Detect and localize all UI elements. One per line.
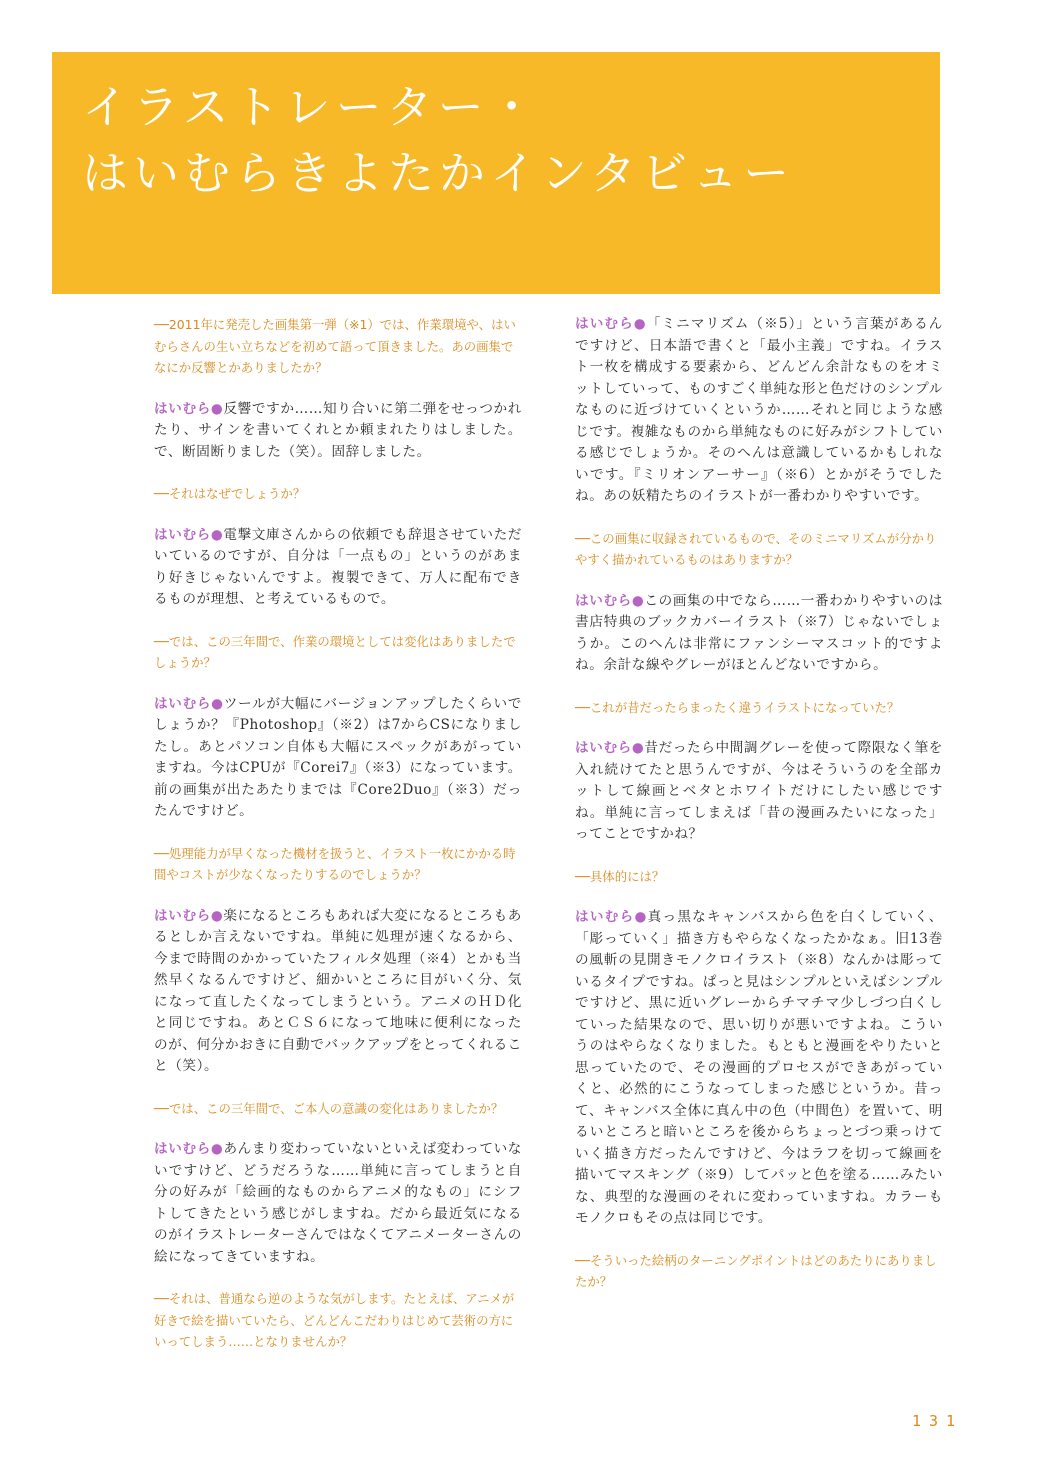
interview-question: ──具体的には？ (575, 868, 665, 884)
speaker-label: はいむら● (154, 400, 224, 417)
interview-question: ──2011年に発売した画集第一弾（※1）では、作業環境や、はいむらさんの生い立ちなどを初めて語って頂きました。あの画集でなにか反響とかありましたか？ (154, 317, 516, 375)
interview-answer (575, 591, 943, 677)
interview-answer (575, 907, 943, 1230)
right-column (575, 314, 943, 1313)
interview-question: ──それはなぜでしょうか？ (154, 486, 306, 501)
speaker-label: はいむら● (575, 909, 648, 925)
interview-question: ──それは、普通なら逆のような気がします。たとえば、アニメが好きで絵を描いていたら、どんどんこだわりはじめて芸術の方にいってしまう……となりませんか？ (154, 1291, 515, 1349)
interview-question: ──そういった絵柄のターニングポイントはどのあたりにありましたか？ (575, 1252, 937, 1289)
answer-text: 「ミニマリズム（※5）」という言葉があるんですけど、日本語で書くと「最小主義」ですね。イラスト一枚を構成する要素から、どんどん余計なものをオミットしていって、ものすごく単純な形と色だけのシンプルなものに近づけていくというか……それと同じような感じです。複雑なものから単純なものに好みがシフトしている感じでしょうか。そのへんは意識しているかもしれないです。『ミリオンアーサー』（※6）とかがそうでしたね。あの妖精たちのイラストが一番わかりやすいです。 (575, 316, 943, 504)
answer-text: 真っ黒なキャンバスから色を白くしていく、「彫っていく」描き方もやらなくなったかなぁ。旧13巻の風斬の見開きモノクロイラスト（※8）なんかは彫っているタイプですね。ぱっと見はシンプルといえばシンプルですけど、黒に近いグレーからチマチマ少しづつ白くしていった結果なので、思い切りが悪いですよね。こういうのはやらなくなりました。もともと漫画をやりたいと思っていたので、その漫画的プロセスができあがっていくと、必然的にこうなってしまった感じというか。昔って、キャンバス全体に真ん中の色（中間色）を置いて、明るいところと暗いところを後からちょっとづつ乗っけていく描き方だったんですけど、今はラフを切って線画を描いてマスキング（※9）してパッと色を塗る……みたいな、典型的な漫画のそれに変わっていますね。カラーもモノクロもその点は同じです。 (575, 909, 943, 1226)
interview-answer (575, 738, 943, 846)
speaker-label: はいむら● (154, 695, 224, 712)
interview-answer (154, 1139, 522, 1268)
interview-question: ──これが昔だったらまったく違うイラストになっていた？ (575, 699, 900, 715)
interview-question: ──では、この三年間で、ご本人の意識の変化はありましたか？ (154, 1100, 504, 1116)
interview-answer (154, 906, 522, 1078)
interview-answer (575, 314, 943, 508)
title-banner (52, 52, 940, 294)
interview-answer (154, 694, 522, 823)
title-line-1: イラストレーター・ (82, 80, 540, 134)
speaker-label: はいむら● (154, 907, 224, 924)
answer-text: ツールが大幅にバージョンアップしたくらいでしょうか？『Photoshop』（※2）は7からCSになりましたし。あとパソコン自体も大幅にスペックがあがっていますね。今はCPUが『Corei7』（※3）になっています。前の画集が出たあたりまでは『Core2Duo』（※3）だったんですけど。 (154, 695, 522, 819)
interview-question: ──処理能力が早くなった機材を扱うと、イラスト一枚にかかる時間やコストが少なくなったりするのでしょうか？ (154, 845, 516, 882)
speaker-label: はいむら● (575, 592, 645, 609)
interview-answer (154, 399, 522, 464)
answer-text: 昔だったら中間調グレーを使って際限なく筆を入れ続けてたと思うんですが、今はそういうのを全部カットして線画とベタとホワイトだけにしたい感じですね。単純に言ってしまえば「昔の漫画みたいになった」ってことですかね？ (575, 740, 943, 842)
interview-question: ──この画集に収録されているもので、そのミニマリズムが分かりやすく描かれているものはありますか？ (575, 530, 937, 567)
interview-question: ──では、この三年間で、作業の環境としては変化はありましたでしょうか？ (154, 633, 516, 670)
answer-text: あんまり変わっていないといえば変わっていないですけど、どうだろうな……単純に言ってしまうと自分の好みが「絵画的なものからアニメ的なもの」にシフトしてきたという感じがしますね。だから最近気になるのがイラストレーターさんではなくてアニメーターさんの絵になってきていますね。 (154, 1141, 522, 1265)
left-column (154, 314, 522, 1373)
page-number: 131 (912, 1412, 964, 1430)
speaker-label: はいむら● (575, 740, 645, 756)
interview-answer (154, 525, 522, 611)
speaker-label: はいむら● (575, 316, 647, 332)
answer-text: 電撃文庫さんからの依頼でも辞退させていただいているのですが、自分は「一点もの」というのがあまり好きじゃないんですよ。複製できて、万人に配布できるものが理想、と考えているもので。 (154, 526, 522, 607)
title-line-2: はいむらきよたかインタビュー (82, 146, 795, 200)
speaker-label: はいむら● (154, 526, 224, 543)
answer-text: 楽になるところもあれば大変になるところもあるとしか言えないですね。単純に処理が速くなるから、今まで時間のかかっていたフィルタ処理（※4）とかも当然早くなるんですけど、細かいところに目がいく分、気になって直したくなってしまうという。アニメのＨＤ化と同じですね。あとＣＳ６になって地味に便利になったのが、何分かおきに自動でバックアップをとってくれること（笑）。 (154, 907, 522, 1074)
answer-text: 反響ですか……知り合いに第二弾をせっつかれたり、サインを書いてくれとか頼まれたりはしました。で、断固断りました（笑）。固辞しました。 (154, 400, 522, 460)
answer-text: この画集の中でなら……一番わかりやすいのは書店特典のブックカバーイラスト（※7）じゃないでしょうか。このへんは非常にファンシーマスコット的ですよね。余計な線やグレーがほとんどないですから。 (575, 592, 943, 673)
speaker-label: はいむら● (154, 1141, 224, 1157)
